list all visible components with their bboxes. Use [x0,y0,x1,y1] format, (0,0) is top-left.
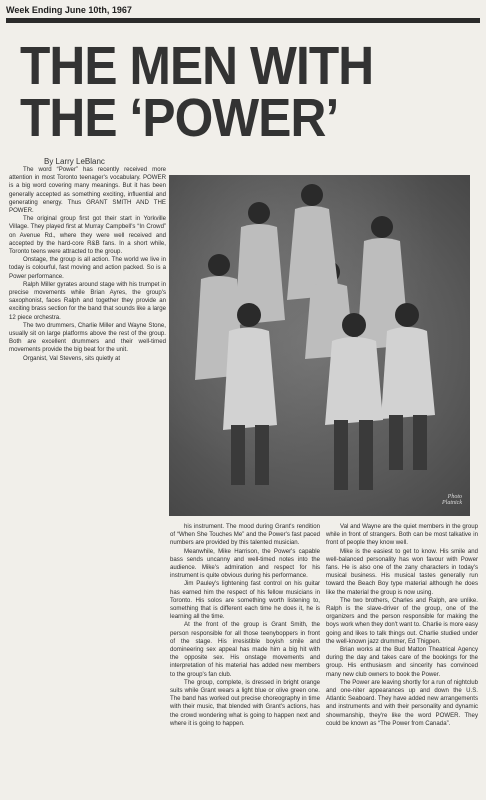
paragraph: Brian works at the Bud Matton Theatrical Agency during the day and takes care of the bookings for the group. His enthusiasm and sincerity has convinced many new club owners to book the Power. [326,646,478,678]
paragraph: At the front of the group is Grant Smith, the person responsible for all those teenyboppers in front of the stage. His irresistible boyish smile and domineering sex appeal has made him a big hit with the opposite sex. His onstage movements and interpretation of his material has added new members to the group's fan club. [170,621,320,678]
paragraph: Jim Pauley's lightening fast control on his guitar has earned him the respect of his fellow musicians in Toronto. His solos are something worth listening to, something that is different each time he does it, he is learning all the time. [170,580,320,621]
byline: By Larry LeBlanc [44,157,105,166]
paragraph: The word “Power” has recently received more attention in most Toronto teenager's vocabulary. POWER is a big word covering many meanings. But it has been generally accepted as something exciting, influential and generating energy. Thus GRANT SMITH AND THE POWER. [9,166,166,215]
band-members-illustration [169,175,470,516]
paragraph: his instrument. The mood during Grant's rendition of “When She Touches Me” and the Power's fast paced numbers are provided by this talented musician. [170,523,320,547]
photo-credit [442,494,462,506]
article-column-3 [326,523,478,728]
headline-line-1: THE MEN WITH [20,36,374,96]
headline [20,36,443,148]
article-column-1 [9,166,166,363]
paragraph: Val and Wayne are the quiet members in the group while in front of strangers. Both can be most talkative in front of people they know well. [326,523,478,547]
paragraph: Meanwhile, Mike Harrison, the Power's capable bass sends uncanny and well-timed notes into the audience. Mike's admiration and respect for his instrument is quite obvious during his performance. [170,547,320,580]
dateline: Week Ending June 10th, 1967 [6,5,132,15]
paragraph: The original group first got their start in Yorkville Village. They played first at Murray Campbell's “In Crowd” on Avenue Rd., where they were well received and accepted by the hard-core R&B fans. In a short while, Toronto teens were attracted to the group. [9,215,166,256]
band-photo [169,175,470,516]
headline-line-2: THE ‘POWER’ [20,88,339,148]
photo-credit-line-2: Platnick [442,500,462,506]
paragraph: Organist, Val Stevens, sits quietly at [23,354,121,362]
paragraph: Ralph Miller gyrates around stage with his trumpet in precise movements while Brian Ayres, the group's saxophonist, faces Ralph and together they provide an exciting brass section for the band that sounds like a large 12 piece orchestra. [9,280,166,321]
paragraph: The two drummers, Charlie Miller and Wayne Stone, usually sit on large platforms above the rest of the group. Both are excellent drummers and their well-timed movements provide the big beat for the unit. [9,321,166,354]
header-rule [6,18,480,23]
photo-credit-line-1: Photo [447,494,462,500]
paragraph: The Power are leaving shortly for a run of nightclub and one-niter appearances up and down the U.S. Atlantic Seaboard. They have added new arrangements and instruments and with their personality and dynamic showmanship, they're like the word POWER. They could be known as “The Power from Canada”. [326,678,478,727]
paragraph: The two brothers, Charles and Ralph, are unlike. Ralph is the slave-driver of the group, one of the organizers and the person responsible for making the boys work when they don't want to. Charlie is more easy going and likes to talk things out. Charlie studied under the well-known jazz drummer, Ed Thigpen. [326,596,478,645]
paragraph: The group, complete, is dressed in bright orange suits while Grant wears a light blue or olive green one. The band has worked out precise choreography in time with their music, that blended with Grant's actions, has the crowd wondering what is going to happen next and where it is going to happen. [170,678,320,727]
paragraph: Mike is the easiest to get to know. His smile and well-balanced personality has won favour with Power fans. He is also one of the zany characters in today's musical business. His musical tastes generally run toward the Beach Boy type material although he does like the material the group is now using. [326,547,478,596]
article-column-2 [170,523,320,728]
paragraph: Onstage, the group is all action. The world we live in today is colourful, fast moving and action packed. So is a Power performance. [9,256,166,280]
